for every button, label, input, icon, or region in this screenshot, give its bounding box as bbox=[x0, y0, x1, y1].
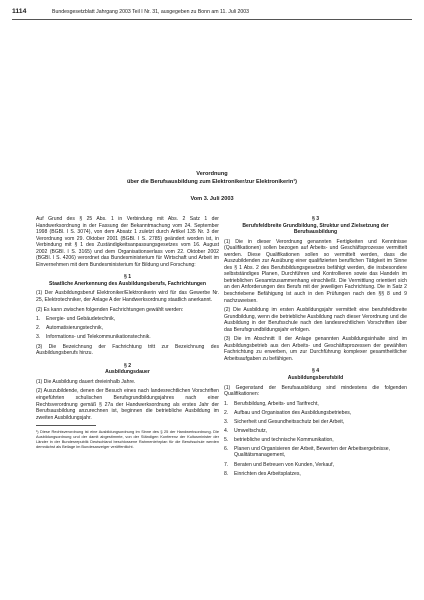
section-2-para-2: (2) Auszubildende, denen der Besuch eines nach landesrechtlichen Vorschriften eingeführten schulischen Berufsgrundbildungsjahres nach einer Rechtsverordnung gemäß § 27a der Handwerksordnung als erstes Jahr der Berufsausbildung anzurechnen ist, beginnen die betriebliche Ausbildung im zweiten Ausbildungsjahr. bbox=[36, 388, 219, 421]
list-item-text: Umweltschutz, bbox=[234, 427, 268, 434]
fachrichtungen-list bbox=[36, 316, 219, 341]
section-4-para-1: (1) Gegenstand der Berufsausbildung sind mindestens die folgenden Qualifikationen: bbox=[224, 384, 407, 398]
section-1-para-3: (3) Die Bezeichnung der Fachrichtung tritt zur Bezeichnung des Ausbildungsberufs hinzu. bbox=[36, 343, 219, 357]
section-3-para-3: (3) Die im Abschnitt II der Anlage genannten Ausbildungsinhalte sind im Ausbildungsbetrieb aus den Arbeits- und Geschäftsprozessen der gewählten Fachrichtung zu erwerben, um zur Durchführung komplexer gesamtheitlicher Arbeitsaufgaben zu befähigen. bbox=[224, 336, 407, 362]
list-item bbox=[224, 462, 407, 469]
list-item-number: 1. bbox=[224, 400, 229, 407]
section-1-number: § 1 bbox=[123, 274, 132, 281]
section-4-title: Ausbildungsberufsbild bbox=[287, 375, 344, 382]
list-item-number: 4. bbox=[224, 427, 229, 434]
header-rule bbox=[12, 19, 412, 20]
list-item-text: Berufsbildung, Arbeits- und Tarifrecht, bbox=[234, 400, 319, 407]
list-item bbox=[224, 437, 407, 444]
section-2-title: Ausbildungsdauer bbox=[105, 369, 150, 376]
list-item-text: Automatisierungstechnik, bbox=[46, 325, 103, 332]
doc-title-line2: über die Berufsausbildung zum Elektroniker/zur Elektronikerin¹) bbox=[126, 179, 298, 185]
list-item bbox=[36, 325, 219, 332]
section-1-para-2: (2) Es kann zwischen folgenden Fachrichtungen gewählt werden: bbox=[36, 306, 184, 313]
list-item-number: 2. bbox=[224, 409, 229, 416]
left-column bbox=[36, 216, 219, 449]
list-item-text: Planen und Organisieren der Arbeit, Bewerten der Arbeitsergebnisse, Qualitätsmanagement, bbox=[234, 445, 391, 459]
list-item bbox=[224, 401, 407, 408]
section-3-para-2: (2) Die Ausbildung im ersten Ausbildungsjahr vermittelt eine berufsfeldbreite Grundbildung, wenn die betriebliche Ausbildung nach dieser Verordnung und die Ausbildung in der Berufsschule nach den landesrechtlichen Vorschriften über das Berufsgrundbildungsjahr erfolgen. bbox=[224, 307, 407, 333]
intro-paragraph: Auf Grund des § 25 Abs. 1 in Verbindung mit Abs. 2 Satz 1 der Handwerksordnung in der Fassung der Bekanntmachung vom 24. September 1998 (BGBl. I S. 3074), von dem Absatz 1 zuletzt durch Artikel 135 Nr. 3 der Verordnung vom 29. Oktober 2001 (BGBl. I S. 2785) geändert worden ist, in Verbindung mit § 1 des Zuständigkeitsanpassungsgesetzes vom 16. August 2002 (BGBl. I S. 3165) und dem Organisationserlass vom 22. Oktober 2002 (BGBl. I S. 4206) verordnet das Bundesministerium für Wirtschaft und Arbeit im Einvernehmen mit dem Bundesministerium für Bildung und Forschung: bbox=[36, 216, 219, 268]
list-item bbox=[224, 446, 407, 459]
list-item-text: Sicherheit und Gesundheitsschutz bei der Arbeit, bbox=[234, 418, 345, 425]
section-1-title: Staatliche Anerkennung des Ausbildungsberufs, Fachrichtungen bbox=[49, 280, 206, 287]
list-item bbox=[224, 410, 407, 417]
list-item-text: Informations- und Telekommunikationstechnik. bbox=[46, 334, 151, 341]
list-item bbox=[36, 316, 219, 323]
list-item-text: Beraten und Betreuen von Kunden, Verkauf, bbox=[234, 461, 334, 468]
list-item bbox=[36, 334, 219, 341]
page-number: 1114 bbox=[12, 8, 27, 15]
list-item-text: Energie- und Gebäudetechnik, bbox=[46, 316, 116, 323]
list-item-number: 1. bbox=[36, 316, 41, 323]
section-1-para-1: (1) Der Ausbildungsberuf Elektroniker/Elektronikerin wird für das Gewerbe Nr. 25, Elektrotechniker, der Anlage A der Handwerksordnung staatlich anerkannt. bbox=[36, 290, 219, 304]
list-item-number: 3. bbox=[224, 418, 229, 425]
list-item bbox=[224, 428, 407, 435]
footnote: ¹) Diese Rechtsverordnung ist eine Ausbildungsordnung im Sinne des § 25 der Handwerksordnung. Die Ausbildungsordnung und der damit abgestimmte, von der Ständigen Konferenz der Kultusminister der Länder in der Bundesrepublik Deutschland beschlossene Rahmenlehrplan für die Berufsschule werden demnächst als Beilage im Bundesanzeiger veröffentlicht. bbox=[36, 429, 219, 450]
list-item-number: 8. bbox=[224, 470, 229, 477]
footnote-rule bbox=[36, 425, 96, 426]
list-item bbox=[224, 419, 407, 426]
section-4-number: § 4 bbox=[311, 368, 320, 375]
list-item bbox=[224, 471, 407, 478]
list-item-number: 5. bbox=[224, 436, 229, 443]
doc-date: Vom 3. Juli 2003 bbox=[190, 196, 234, 202]
list-item-text: Aufbau und Organisation des Ausbildungsbetriebes, bbox=[234, 409, 352, 416]
right-column bbox=[224, 216, 407, 480]
list-item-number: 7. bbox=[224, 461, 229, 468]
list-item-number: 6. bbox=[224, 445, 229, 452]
qualifikationen-list bbox=[224, 401, 407, 477]
doc-title-line1: Verordnung bbox=[196, 171, 228, 177]
section-3-number: § 3 bbox=[311, 216, 320, 222]
section-2-number: § 2 bbox=[123, 362, 132, 369]
section-2-para-1: (1) Die Ausbildung dauert dreieinhalb Jahre. bbox=[36, 378, 136, 385]
list-item-text: Einrichten des Arbeitsplatzes, bbox=[234, 470, 301, 477]
section-3-para-1: (1) Die in dieser Verordnung genannten Fertigkeiten und Kenntnisse (Qualifikationen) sollen bezogen auf Arbeits- und Geschäftsprozesse vermittelt werden. Diese Qualifikationen sollen so vermittelt werden, dass die Auszubildenden zur Ausübung einer qualifizierten beruflichen Tätigkeit im Sinne des § 1 Abs. 2 des Berufsbildungsgesetzes befähigt werden, die insbesondere selbstständiges Planen, Durchführen und Kontrollieren sowie das Handeln im betrieblichen Gesamtzusammenhang einschließt. Die Vermittlung orientiert sich an den Anforderungen des Berufs mit der jeweiligen Fachrichtung. Die in Satz 2 beschriebene Befähigung ist auch in den Prüfungen nach den §§ 8 und 9 nachzuweisen. bbox=[224, 238, 407, 304]
section-3-title: Berufsfeldbreite Grundbildung, Struktur und Zielsetzung der Berufsausbildung bbox=[242, 222, 389, 236]
list-item-text: betriebliche und technische Kommunikation, bbox=[234, 436, 334, 443]
gazette-title: Bundesgesetzblatt Jahrgang 2003 Teil I Nr. 31, ausgegeben zu Bonn am 11. Juli 2003 bbox=[52, 8, 250, 15]
list-item-number: 3. bbox=[36, 334, 41, 341]
list-item-number: 2. bbox=[36, 325, 41, 332]
